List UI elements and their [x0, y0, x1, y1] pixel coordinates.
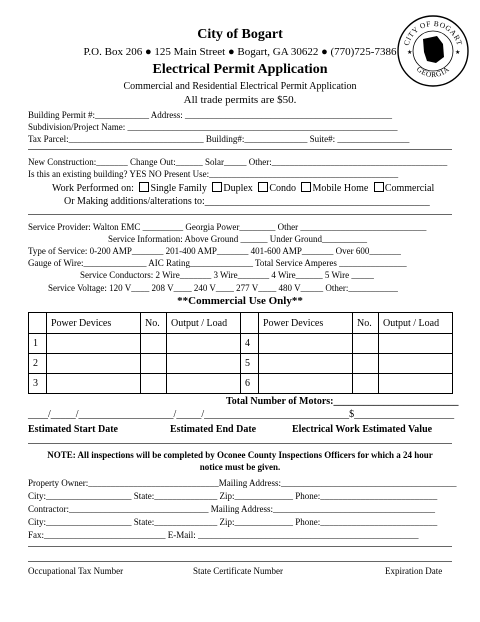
count-cell[interactable]: [353, 374, 379, 394]
row-number: 1: [29, 334, 47, 354]
power-device-cell[interactable]: [47, 374, 141, 394]
inspection-note-line2: notice must be given.: [199, 462, 281, 472]
type-of-service-field[interactable]: Type of Service: 0-200 AMP_______ 201-400 AMP_______ 401-600 AMP_______ Over 600_______: [28, 246, 401, 256]
divider: [28, 149, 452, 150]
divider: [28, 443, 452, 444]
output-load-cell[interactable]: [167, 354, 241, 374]
duplex-label: Duplex: [223, 183, 253, 194]
commercial-devices-table: [28, 312, 453, 394]
row-number: 3: [29, 374, 47, 394]
count-cell[interactable]: [141, 374, 167, 394]
output-load-cell[interactable]: [379, 334, 453, 354]
seal-star-right: ★: [455, 50, 461, 56]
divider: [28, 214, 452, 215]
condo-label: Condo: [269, 183, 296, 194]
table-header-row: [29, 313, 453, 334]
column-header: No.: [141, 313, 167, 334]
table-row: [29, 354, 453, 374]
motors-row[interactable]: [226, 396, 459, 408]
power-device-cell[interactable]: [259, 354, 353, 374]
power-device-cell[interactable]: [47, 354, 141, 374]
power-device-cell[interactable]: [259, 374, 353, 394]
condo-checkbox[interactable]: [258, 182, 268, 192]
table-row: [29, 374, 453, 394]
estimated-value-label: Electrical Work Estimated Value: [292, 424, 433, 435]
column-header: Output / Load: [379, 313, 453, 334]
seal-bottom-text: GEORGIA: [414, 64, 452, 80]
city-address: P.O. Box 206 ● 125 Main Street ● Bogart, GA 30622 ● (770)725-7386: [83, 46, 397, 58]
start-date-label: Estimated Start Date: [28, 424, 118, 435]
divider: [28, 546, 452, 547]
form-title: Electrical Permit Application: [152, 62, 328, 77]
commercial-label: Commercial: [384, 183, 435, 194]
dates-value-line[interactable]: ____/_____/___________________/_____/_____________________________$____________________: [28, 409, 455, 420]
tax-parcel-field[interactable]: Tax Parcel:______________________________ Building#:______________ Suite#: ________________: [28, 134, 410, 144]
count-cell[interactable]: [353, 354, 379, 374]
output-load-cell[interactable]: [167, 374, 241, 394]
output-load-cell[interactable]: [379, 354, 453, 374]
mobile-home-checkbox[interactable]: [301, 182, 311, 192]
column-header: No.: [353, 313, 379, 334]
work-performed-row: [52, 182, 434, 195]
power-device-cell[interactable]: [259, 334, 353, 354]
column-header: Power Devices: [259, 313, 353, 334]
table-row: [29, 334, 453, 354]
commercial-heading: **Commercial Use Only**: [177, 295, 303, 307]
fee-note: All trade permits are $50.: [183, 94, 297, 106]
gauge-of-wire-field[interactable]: Gauge of Wire:______________ AIC Rating______________ Total Service Amperes _______________: [28, 258, 407, 268]
occupational-tax-label: Occupational Tax Number: [28, 566, 124, 576]
row-number: 4: [241, 334, 259, 354]
alterations-field[interactable]: Or Making additions/alterations to:_____________________________________________: [64, 196, 430, 207]
seal-top-text: CITY OF BOGART: [401, 18, 465, 47]
property-owner-field[interactable]: Property Owner:_____________________________Mailing Address:_______________________________________: [28, 478, 457, 488]
expiration-date-label: Expiration Date: [385, 566, 443, 576]
service-info-field[interactable]: Service Information: Above Ground ______ Under Ground__________: [108, 234, 367, 244]
state-certificate-label: State Certificate Number: [193, 566, 283, 576]
single-family-label: Single Family: [150, 183, 207, 194]
inspection-note-line1: NOTE: All inspections will be completed by Oconee County Inspections Officers for which a 24 hour: [47, 450, 433, 460]
row-number: 5: [241, 354, 259, 374]
count-cell[interactable]: [141, 354, 167, 374]
owner-city-field[interactable]: City:___________________ State:______________ Zip:_____________ Phone:__________________________: [28, 491, 438, 501]
subdivision-field[interactable]: Subdivision/Project Name: ____________________________________________________________: [28, 122, 398, 132]
work-performed-label: Work Performed on:: [52, 183, 134, 194]
row-number: 2: [29, 354, 47, 374]
city-name: City of Bogart: [197, 27, 283, 42]
service-provider-field[interactable]: Service Provider: Walton EMC _________ Georgia Power________ Other ____________________________: [28, 222, 427, 232]
commercial-checkbox[interactable]: [374, 182, 384, 192]
contractor-city-field[interactable]: City:___________________ State:______________ Zip:_____________ Phone:__________________________: [28, 517, 438, 527]
seal-star-left: ★: [407, 50, 413, 56]
single-family-checkbox[interactable]: [139, 182, 149, 192]
duplex-checkbox[interactable]: [212, 182, 222, 192]
existing-building-field[interactable]: Is this an existing building? YES NO Present Use:__________________________________________: [28, 169, 399, 179]
new-construction-field[interactable]: New Construction:_______ Change Out:______ Solar_____ Other:_______________________________________: [28, 157, 448, 167]
service-conductors-field[interactable]: Service Conductors: 2 Wire_______ 3 Wire_______ 4 Wire______ 5 Wire _____: [80, 270, 374, 280]
power-device-cell[interactable]: [47, 334, 141, 354]
fax-email-field[interactable]: Fax:___________________________ E-Mail: _________________________________________________: [28, 530, 419, 540]
end-date-label: Estimated End Date: [170, 424, 257, 435]
building-permit-field[interactable]: Building Permit #:____________ Address: ______________________________________________: [28, 110, 393, 120]
output-load-cell[interactable]: [167, 334, 241, 354]
column-header: Output / Load: [167, 313, 241, 334]
motors-label: Total Number of Motors:: [226, 396, 334, 407]
signature-line[interactable]: [28, 561, 452, 562]
output-load-cell[interactable]: [379, 374, 453, 394]
service-voltage-field[interactable]: Service Voltage: 120 V____ 208 V____ 240 V____ 277 V____ 480 V_____ Other:___________: [48, 283, 398, 293]
mobile-home-label: Mobile Home: [312, 183, 369, 194]
column-header: Power Devices: [47, 313, 141, 334]
contractor-field[interactable]: Contractor:_______________________________ Mailing Address:____________________________________: [28, 504, 435, 514]
row-number: 6: [241, 374, 259, 394]
motors-blank[interactable]: _________________________: [333, 396, 459, 407]
count-cell[interactable]: [141, 334, 167, 354]
form-subtitle: Commercial and Residential Electrical Permit Application: [123, 81, 357, 92]
count-cell[interactable]: [353, 334, 379, 354]
